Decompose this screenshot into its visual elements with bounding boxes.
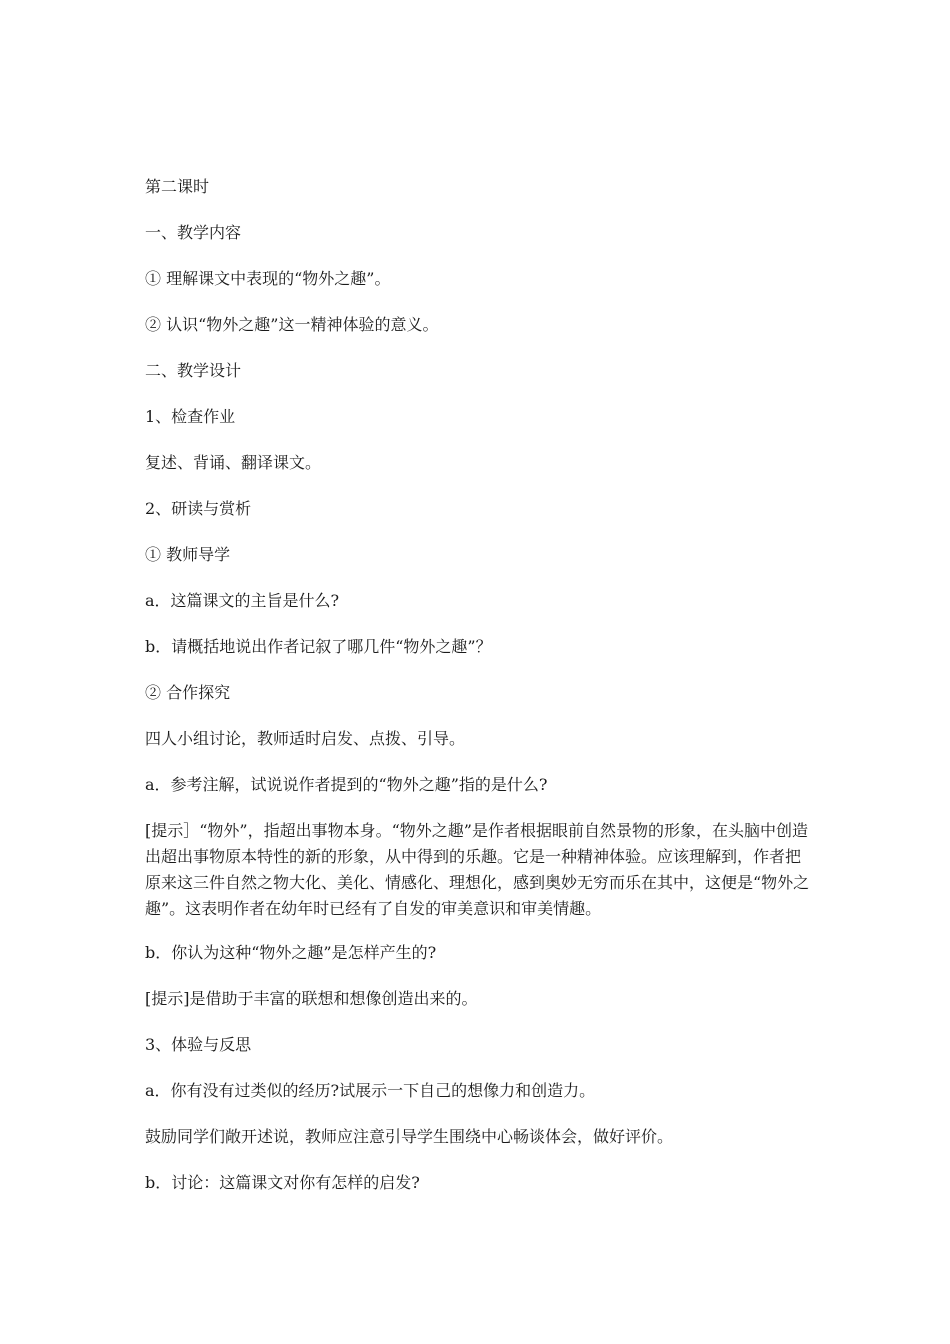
section-heading-design: 二、教学设计: [145, 361, 242, 380]
explore-question-b: b．你认为这种“物外之趣”是怎样产生的?: [145, 943, 437, 962]
content-item-1: ① 理解课文中表现的“物外之趣”。: [145, 269, 391, 288]
step-1-heading: 1、检查作业: [145, 407, 236, 426]
sub-heading-explore: ② 合作探究: [145, 683, 231, 702]
step-1-text: 复述、背诵、翻译课文。: [145, 453, 322, 472]
sub-heading-guide: ① 教师导学: [145, 545, 231, 564]
hint-paragraph-b: [提示]是借助于丰富的联想和想像创造出来的。: [145, 989, 478, 1008]
question-b: b．请概括地说出作者记叙了哪几件“物外之趣”？: [145, 637, 492, 656]
reflect-question-b: b．讨论：这篇课文对你有怎样的启发?: [145, 1173, 420, 1192]
reflect-question-a: a．你有没有过类似的经历?试展示一下自己的想像力和创造力。: [145, 1081, 596, 1100]
document-body: [145, 174, 815, 1216]
lesson-title: 第二课时: [145, 177, 210, 196]
content-item-2: ② 认识“物外之趣”这一精神体验的意义。: [145, 315, 439, 334]
section-heading-content: 一、教学内容: [145, 223, 242, 242]
explore-question-a: a．参考注解，试说说作者提到的“物外之趣”指的是什么?: [145, 775, 548, 794]
step-3-heading: 3、体验与反思: [145, 1035, 252, 1054]
explore-text: 四人小组讨论，教师适时启发、点拨、引导。: [145, 729, 466, 748]
hint-paragraph-a: [提示］“物外”，指超出事物本身。“物外之趣”是作者根据眼前自然景物的形象，在头脑中创造出超出事物原本特性的新的形象，从中得到的乐趣。它是一种精神体验。应该理解到，作者把原来这三件自然之物大化、美化、情感化、理想化，感到奥妙无穷而乐在其中，这便是“物外之趣”。这表明作者在幼年时已经有了自发的审美意识和审美情趣。: [145, 821, 810, 918]
reflect-text: 鼓励同学们敞开述说，教师应注意引导学生围绕中心畅谈体会，做好评价。: [145, 1127, 674, 1146]
question-a: a．这篇课文的主旨是什么?: [145, 591, 340, 610]
step-2-heading: 2、研读与赏析: [145, 499, 252, 518]
